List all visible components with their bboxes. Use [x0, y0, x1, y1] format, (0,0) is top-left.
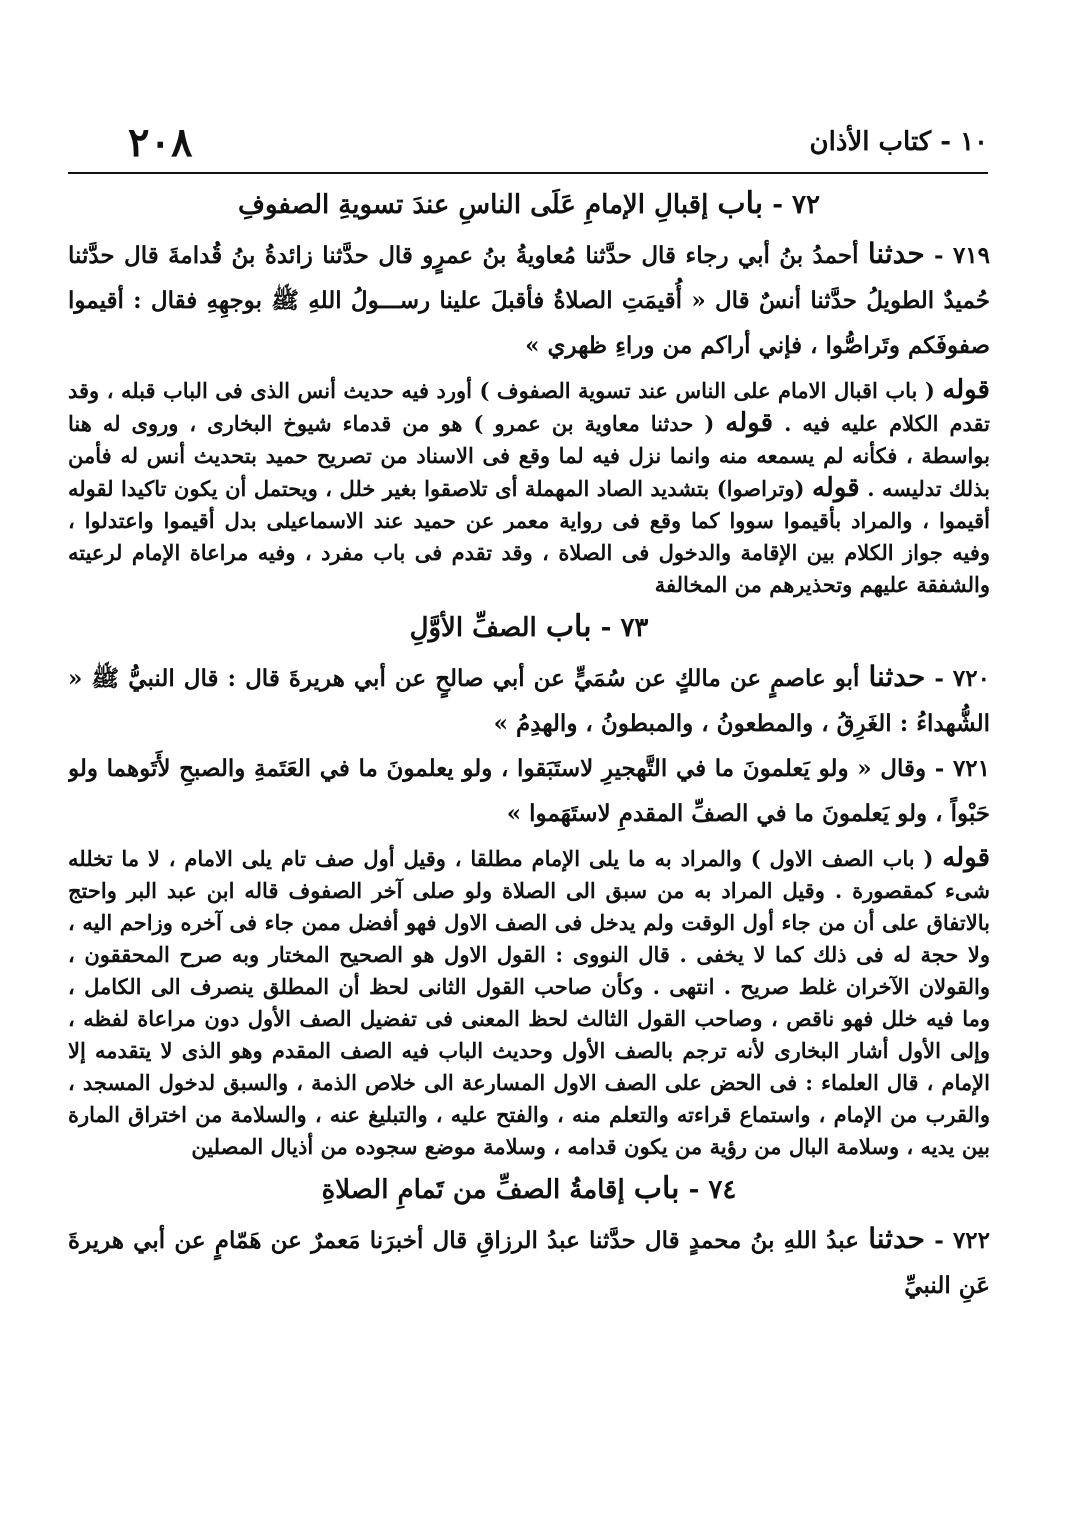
qawluhu-marker: قوله: [942, 375, 990, 405]
chapter-heading-73: ٧٣ - باب الصفِّ الأوَّلِ: [409, 609, 649, 644]
commentary-text: ( حدثنا معاوية بن عمرو ) هو من قدماء شيوخ البخارى ، وروى له هنا بواسطة ، فكأنه لم يسمعه منه وانما نزل فيه لما وقع فى الاسناد من تصريح حميد بتحديث أنس له فأمن بذلك تدليسه .: [68, 411, 990, 501]
hadith-text: أبو عاصمٍ عن مالكٍ عن سُمَيٍّ عن أبي صالحٍ عن أبي هريرةَ قال : قال النبيُّ ﷺ « الشُّهداءُ : الغَرِقُ ، والمطعونُ ، والمبطونُ ، والهدِمُ »: [68, 665, 990, 737]
chapter-heading-72: ٧٢ - باب إقبالِ الإمامِ عَلَى الناسِ عندَ تسويةِ الصفوفِ: [238, 186, 820, 221]
chapter-number: ٧٣: [620, 613, 649, 643]
page-header: [68, 112, 988, 172]
header-rule: [68, 172, 988, 174]
page-number: ٢٠٨: [128, 118, 193, 166]
haddathana-word: حدثنا: [867, 237, 925, 270]
qawluhu-marker: قوله: [942, 843, 990, 873]
bab-label: باب: [633, 1171, 680, 1206]
chapter-title: إقامةُ الصفِّ من تَمامِ الصلاةِ: [321, 1175, 625, 1205]
qawluhu-marker: قوله: [725, 408, 774, 438]
running-title: ١٠ - كتاب الأذان: [809, 127, 988, 157]
chapter-number: ٧٤: [708, 1175, 737, 1205]
haddathana-word: حدثنا: [868, 660, 926, 693]
hadith-722: [68, 1216, 990, 1308]
chapter-heading-74: ٧٤ - باب إقامةُ الصفِّ من تَمامِ الصلاةِ: [321, 1171, 737, 1206]
hadith-719: [68, 231, 990, 368]
bab-label: باب: [545, 609, 592, 644]
hadith-number: ٧٢١ -: [934, 755, 990, 782]
chapter-title: إقبالِ الإمامِ عَلَى الناسِ عندَ تسويةِ الصفوفِ: [238, 190, 709, 220]
hadith-number: ٧١٩ -: [934, 242, 990, 269]
hadith-number: ٧٢٠ -: [934, 665, 990, 692]
hadith-number: ٧٢٢ -: [934, 1227, 990, 1254]
haddathana-word: حدثنا: [868, 1222, 925, 1255]
hadith-text: عبدُ اللهِ بنُ محمدٍ قال حدَّثنا عبدُ الرزاقِ قال أخبرَنا مَعمرٌ عن هَمّامٍ عن أبي هريرةَ عَنِ النبيِّ: [68, 1227, 990, 1299]
commentary-73: [68, 842, 990, 1163]
hadith-720: [68, 654, 990, 746]
qawluhu-marker: قوله: [811, 473, 860, 503]
commentary-text: ( باب اقبال الامام على الناس عند تسوية الصفوف ) أورد فيه حديث أنس الذى فى الباب قبله ، وقد تقدم الكلام عليه فيه .: [68, 378, 990, 436]
commentary-text: (وتراصوا) بتشديد الصاد المهملة أى تلاصقوا بغير خلل ، ويحتمل أن يكون تاكيدا لقوله أقيموا ، والمراد بأقيموا سووا كما وقع فى رواية معمر عن حميد عند الاسماعيلى بدل أقيموا واعتدلوا ، وفيه جواز الكلام بين الإقامة والدخول فى الصلاة ، وقد تقدم فى باب مفرد ، وفيه مراعاة الإمام لرعيته والشفقة عليهم وتحذيرهم من المخالفة: [68, 476, 990, 597]
hadith-721: [68, 746, 990, 836]
page-body: [68, 178, 990, 1518]
hadith-text: وقال « ولو يَعلمونَ ما في التَّهجيرِ لاستَبَقوا ، ولو يعلمونَ ما في العَتَمةِ والصبحِ لأَتَوهما ولو حَبْواً ، ولو يَعلمونَ ما في الصفِّ المقدمِ لاستَهَموا »: [68, 755, 990, 827]
commentary-72: [68, 374, 990, 601]
hadith-text: أحمدُ بنُ أبي رجاء قال حدَّثنا مُعاويةُ بنُ عمرٍو قال حدَّثنا زائدةُ بنُ قُدامةَ قال حدَّثنا حُميدٌ الطويلُ حدَّثنا أنسٌ قال « أُقيمَتِ الصلاةُ فأقبلَ علينا رســـولُ اللهِ ﷺ بوجهِهِ فقال : أقيموا صفوفَكم وتَراصُّوا ، فإني أراكم من وراءِ ظهري »: [68, 242, 990, 359]
chapter-title: الصفِّ الأوَّلِ: [409, 613, 537, 643]
chapter-number: ٧٢: [792, 190, 820, 220]
bab-label: باب: [717, 186, 764, 221]
commentary-text: ( باب الصف الاول ) والمراد به ما يلى الإمام مطلقا ، وقيل أول صف تام يلى الامام ، لا ما تخلله شىء كمقصورة . وقيل المراد به من سبق الى الصلاة ولو صلى آخر الصفوف قاله ابن عبد البر واحتج بالاتفاق على أن من جاء أول الوقت ولم يدخل فى الصف الاول فهو أفضل ممن جاء فى آخره وزاحم اليه ، ولا حجة له فى ذلك كما لا يخفى . قال النووى : القول الاول هو الصحيح المختار وبه صرح المحققون ، والقولان الآخران غلط صريح . انتهى . وكأن صاحب القول الثانى لحظ أن المطلق ينصرف الى الكامل ، وما فيه خلل فهو ناقص ، وصاحب القول الثالث لحظ المعنى فى تفضيل الصف الأول دون مراعاة لفظه ، وإلى الأول أشار البخارى لأنه ترجم بالصف الأول وحديث الباب فيه الصف المقدم وهو الذى لا يتقدمه إلا الإمام ، قال العلماء : فى الحض على الصف الاول المسارعة الى خلاص الذمة ، والسبق لدخول المسجد ، والقرب من الإمام ، واستماع قراءته والتعلم منه ، والفتح عليه ، والتبليغ عنه ، والسلامة من اختراق المارة بين يديه ، وسلامة البال من رؤية من يكون قدامه ، وسلامة موضع سجوده من أذيال المصلين: [68, 846, 990, 1159]
